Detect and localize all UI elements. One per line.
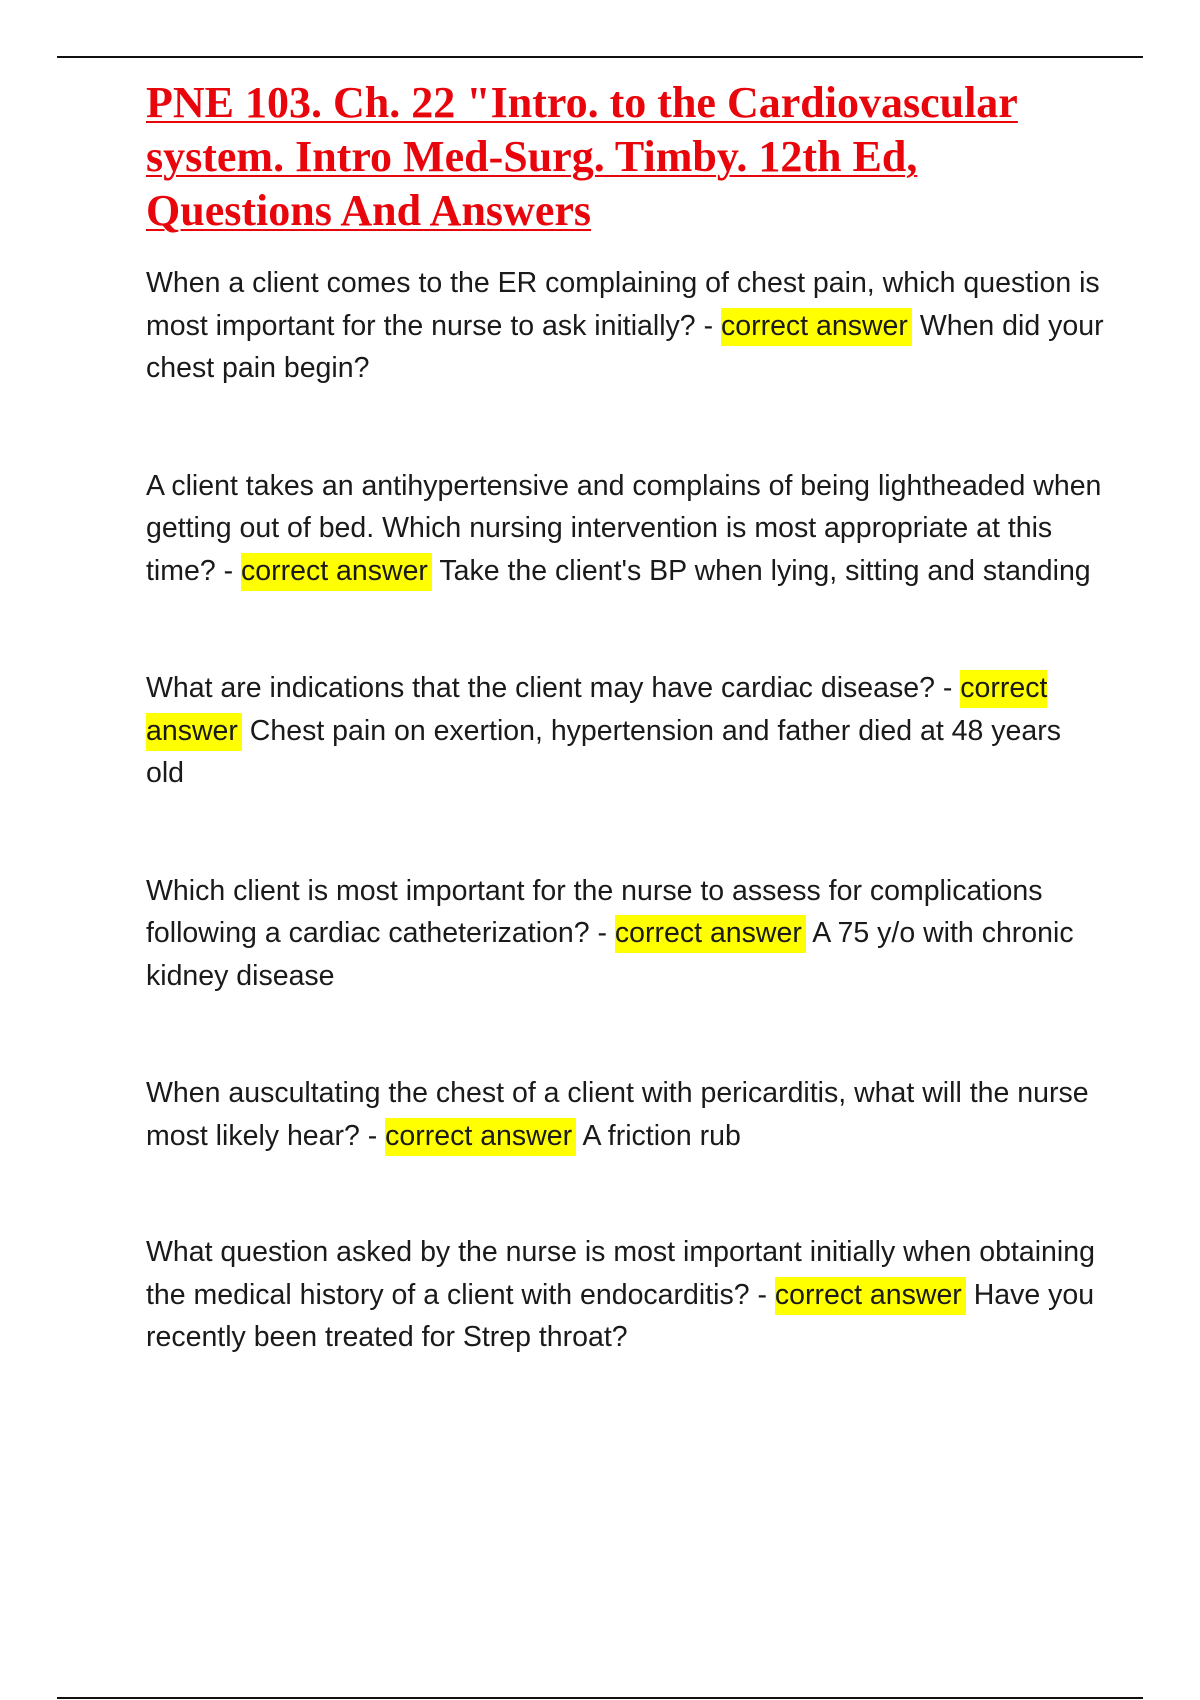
separator: - (934, 672, 961, 704)
answer-text: Take the client's BP when lying, sitting and standing (439, 554, 1091, 587)
answer-text: A friction rub (582, 1119, 741, 1152)
question-text: What are indications that the client may have cardiac disease? (146, 672, 935, 704)
separator: - (749, 1278, 775, 1311)
answer-text: Chest pain on exertion, hypertension and father died at 48 years old (146, 714, 1061, 789)
answer-highlight: correct answer (146, 670, 1047, 751)
qa-item (146, 1072, 1106, 1157)
question-text: A client takes an antihypertensive and complains of being lightheaded when getting out of bed. Which nursing intervention is most appropriate at this time? (146, 469, 1102, 587)
bottom-rule (57, 1697, 1143, 1699)
question-text: When auscultating the chest of a client with pericarditis, what will the nurse most likely hear? (146, 1077, 1089, 1152)
qa-item (146, 465, 1106, 593)
qa-item (146, 262, 1106, 390)
question-text: Which client is most important for the nurse to assess for complications following a cardiac catheterization? (146, 874, 1043, 949)
answer-highlight: correct answer (241, 553, 432, 591)
qa-item (146, 870, 1106, 998)
answer-text: When did your chest pain begin? (146, 309, 1104, 384)
question-text: When a client comes to the ER complaining of chest pain, which question is most important for the nurse to ask initially? (146, 267, 1100, 342)
answer-highlight: correct answer (721, 308, 912, 346)
separator: - (215, 554, 242, 587)
answer-highlight: correct answer (775, 1277, 966, 1315)
document-body (146, 76, 1106, 1359)
answer-highlight: correct answer (615, 915, 806, 953)
top-rule (57, 56, 1143, 58)
answer-text: Have you recently been treated for Strep throat? (146, 1278, 1095, 1353)
qa-item (146, 667, 1106, 795)
separator: - (589, 917, 615, 949)
question-text: What question asked by the nurse is most important initially when obtaining the medical history of a client with endocarditis? (146, 1236, 1095, 1311)
qa-item (146, 1231, 1106, 1359)
document-title: PNE 103. Ch. 22 "Intro. to the Cardiovascular system. Intro Med-Surg. Timby. 12th Ed, Questions And Answers (146, 78, 1018, 235)
separator: - (695, 309, 721, 342)
separator: - (359, 1119, 386, 1152)
qa-list (146, 262, 1106, 1359)
answer-highlight: correct answer (385, 1118, 576, 1156)
answer-text: A 75 y/o with chronic kidney disease (146, 917, 1074, 992)
